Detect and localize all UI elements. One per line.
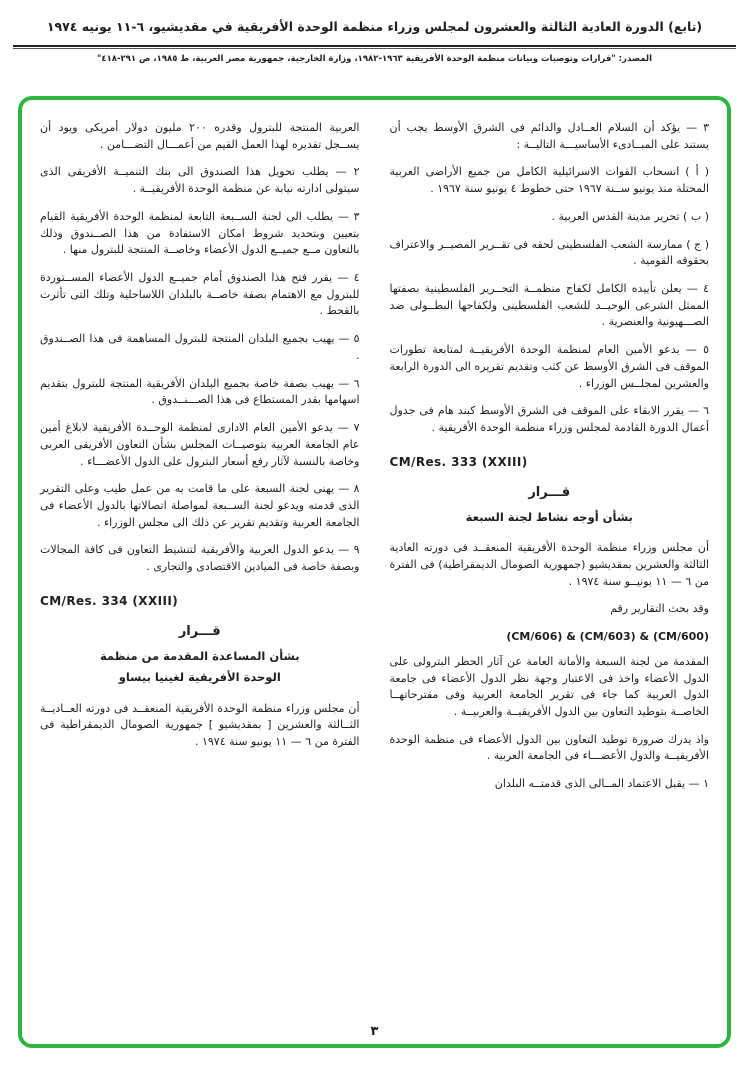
left-column [40, 120, 360, 1020]
paragraph: ٣ — يطلب الى لجنة الســبعة التابعة لمنظمة الوحدة الأفريقية القيام بتعيين وبتحديد شروط امكان الاستفادة من هذا الصــندوق وذلك بالتعاون مــع جميــع الدول الأعضاء وخاصــة المنتجة للبترول منها . [40, 209, 360, 257]
paragraph: ٧ — يدعو الأمين العام الادارى لمنظمة الوحــدة الأفريقية لابلاغ أمين عام الجامعة العربية بتوصيــات المجلس بشأن التعاون الأفريقى العربى وخاصة بالنسبة لآثار رفع أسعار البترول على الدول الأعضـــاء . [40, 421, 360, 468]
paragraph: ٦ — يقرر الابقاء على الموقف فى الشرق الأوسط كبند هام فى جدول أعمال الدورة القادمة لمجلس وزراء منظمة الوحدة الأفريقية . [389, 404, 709, 435]
report-codes: (CM/606) & (CM/603) & (CM/600) [506, 630, 709, 644]
paragraph: ٥ — يهيب بجميع البلدان المنتجة للبترول المساهمة فى هذا الصــندوق . [40, 332, 360, 362]
paragraph: المقدمة من لجنة السبعة والأمانة العامة عن آثار الحظر البترولى على الدول الأعضاء واخذ فى الاعتبار وجهة نظر الدول الأعضاء فى جامعة الدول العربية كما جاء فى تقرير الجامعة العربية وفى مقترحاتهــا الخاصــة بتوطيد التعاون بين الدول الأفريقيــة والعربيــة . [389, 654, 709, 718]
paragraph: ٤ — يعلن تأييده الكامل لكفاح منظمــة التحــرير الفلسطينية بصفتها الممثل الشرعى الوحيــد للشعب الفلسطينى ولكفاحها البطــولى ضد الصـــهيونية والعنصرية . [389, 282, 709, 329]
paragraph: ٥ — يدعو الأمين العام لمنظمة الوحدة الأفريقيــة لمتابعة تطورات الموقف فى الشرق الأوسط عن كثب وتقديم تقريره الى الدورة الرابعة والعشرين لمجلــس الوزراء . [389, 343, 709, 390]
resolution-subtitle: بشأن أوجه نشاط لجنة السبعة [465, 509, 633, 524]
paragraph: ٨ — يهنى لجنة السبعة على ما قامت به من عمل طيب وعلى التقرير الذى قدمته ويدعو لجنة الســبعة لمواصلة اتصالاتها بالدول الأعضاء فى الجامعة العربية وتقديم تقرير عن ذلك الى مجلس الوزراء . [40, 482, 360, 529]
paragraph: العربية المنتجة للبترول وقدره ٢٠٠ مليون دولار أمريكى ويود أن يســجل تقديره لهذا العمل القيم من أعمـــال التضـــامن . [40, 121, 360, 151]
resolution-subtitle: الوحدة الأفريقية لغينيا بيساو [118, 670, 281, 685]
paragraph: ٤ — يقرر فتح هذا الصندوق أمام جميــع الدول الأعضاء المســتوردة للبترول مع الاهتمام بصفة خاصــة بالبلدان اللاساحلية وتلك التى تأثرت بالقحط . [40, 271, 360, 318]
paragraph: أن مجلس وزراء منظمة الوحدة الأفريقية المنعقــد فى دورته العادية الثالثة والعشرين بمقديشيو (جمهورية الصومال الديمقراطية) فى الفترة من ٦ — ١١ يونيــو سنة ١٩٧٤ . [389, 541, 709, 588]
resolution-ref: CM/Res. 333 (XXIII) [389, 454, 528, 469]
paragraph: ٦ — يهيب بصفة خاصة بجميع البلدان الأفريقية المنتجة للبترول بتقديم اسهامها بقدر المستطاع فى هذا الصـــنــدوق . [40, 376, 360, 407]
two-column-layout [40, 120, 709, 1020]
resolution-subtitle: بشأن المساعدة المقدمة من منظمة [99, 648, 300, 663]
paragraph: ( ب ) تحرير مدينة القدس العربية . [551, 209, 709, 223]
paragraph: ١ — يقبل الاعتماد المــالى الذى قدمتــه البلدان [494, 777, 709, 791]
resolution-ref: CM/Res. 334 (XXIII) [40, 593, 179, 608]
paragraph: واذ يدرك ضرورة توطيد التعاون بين الدول الأعضاء فى منظمة الوحدة الأفريقيــة والدول الأعضـــاء فى الجامعة العربية . [389, 732, 709, 763]
paragraph: ٢ — يطلب تحويل هذا الصندوق الى بنك التنميــة الأفريقى الذى سيتولى ادارته نيابة عن منظمة الوحدة الأفريقيــة . [40, 165, 360, 196]
paragraph: ٩ — يدعو الدول العربية والأفريقية لتنشيط التعاون فى كافة المجالات وبصفة خاصة فى الميادين الاقتصادى والتجارى . [40, 543, 360, 574]
page-header [0, 0, 749, 64]
document-title: (تابع) الدورة العادية الثالثة والعشرون لمجلس وزراء منظمة الوحدة الأفريقية في مقديشيو، ٦-١١ يونيه ١٩٧٤ [46, 19, 703, 34]
source-citation: المصدر: "قرارات وتوصيات وبيانات منظمة الوحدة الأفريقية ١٩٦٣-١٩٨٢، وزارة الخارجية، جمهورية مصر العربية، ط ١٩٨٥، ص ٢٩١-٤١٨" [96, 53, 653, 64]
right-column [390, 120, 710, 1020]
paragraph: ( أ ) انسحاب القوات الاسرائيلية الكامل من جميع الأراضى العربية المحتلة منذ يونيو ســنة ١٩٦٧ حتى خطوط ٤ يونيو سنة ١٩٦٧ . [389, 165, 709, 196]
paragraph: أن مجلس وزراء منظمة الوحدة الأفريقية المنعقــد فى دورته العــاديــة الثــالثة والعشرين [ بمقديشيو ] جمهورية الصومال الديمقراطية فى الفترة من ٦ — ١١ يونيو سنة ١٩٧٤ . [40, 701, 360, 749]
paragraph: ( ج ) ممارسة الشعب الفلسطينى لحقه فى تقــرير المصيــر والاعتراف بحقوقه القومية . [389, 237, 709, 268]
paragraph: وقد بحث التقارير رقم [610, 602, 709, 616]
resolution-title: قـــرار [528, 485, 571, 501]
content-frame [18, 96, 731, 1048]
paragraph: ٣ — يؤكد أن السلام العــادل والدائم فى الشرق الأوسط يجب أن يستند على المبــادىء الأساسيـــة التاليــة : [389, 121, 709, 151]
header-divider [13, 45, 736, 49]
resolution-title: قـــرار [178, 624, 221, 640]
page-number: ٣ [370, 1024, 379, 1039]
